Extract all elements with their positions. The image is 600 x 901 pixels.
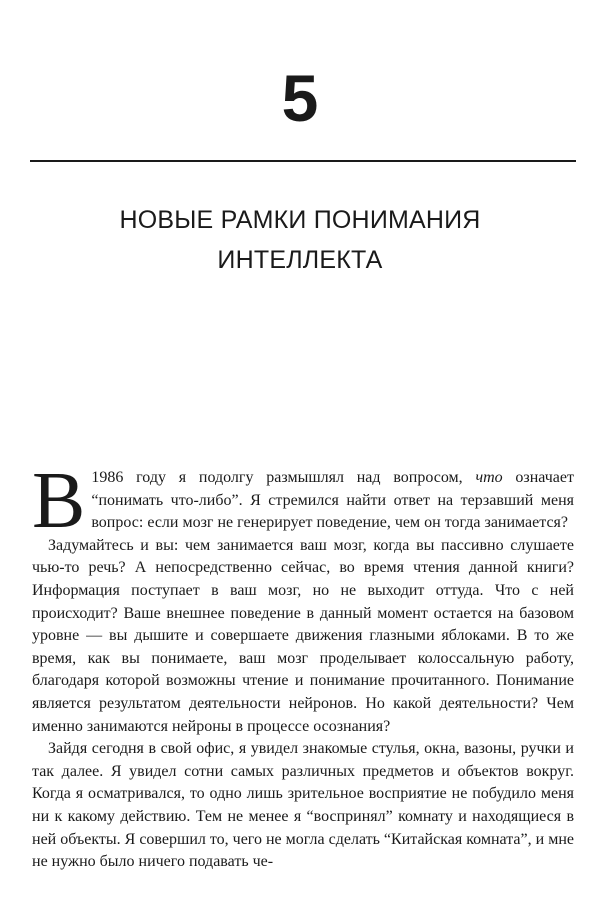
chapter-divider <box>30 160 576 162</box>
chapter-title <box>0 200 600 280</box>
paragraph-1-text-a: 1986 году я подолгу размышлял над вопросом, <box>91 469 476 486</box>
paragraph-2: Задумайтесь и вы: чем занимается ваш мозг, когда вы пассивно слушаете чью-то речь? А непосредственно сейчас, во время чтения данной книги? Информация поступает в ваш мозг, но не выходит оттуда. Что с ней происходит? Ваше внешнее поведение в данный момент остается на базовом уровне — вы дышите и совершаете движения глазными яблоками. В то же время, как вы понимаете, ваш мозг проделывает колоссальную работу, благодаря которой возможны чтение и понимание прочитанного. Понимание является результатом деятельности нейронов. Но какой деятельности? Чем именно занимаются нейроны в процессе осознания? <box>32 536 574 735</box>
chapter-title-line-2: ИНТЕЛЛЕКТА <box>217 246 383 274</box>
paragraph-3: Зайдя сегодня в свой офис, я увидел знакомые стулья, окна, вазоны, ручки и так далее. Я увидел сотни самых различных предметов и объектов вокруг. Когда я осматривался, то одно лишь зрительное восприятие не побудило меня ни к какому действию. Тем не менее я “воспринял” комнату и находящиеся в ней объекты. Я совершил то, чего не могла сделать “Китайская комната”, и мне не нужно было ничего подавать че- <box>32 740 574 871</box>
drop-cap: В <box>32 457 86 545</box>
paragraph-1 <box>32 457 574 545</box>
paragraph-1-text-b: означает “понимать что-либо”. Я стремился найти ответ на терзавший меня вопрос: если мозг не генерирует поведение, чем он тогда занимается? <box>91 469 574 532</box>
paragraph-1-emphasis: что <box>475 469 503 486</box>
chapter-title-line-1: НОВЫЕ РАМКИ ПОНИМАНИЯ <box>119 206 481 234</box>
chapter-number: 5 <box>281 61 319 135</box>
body-text <box>32 457 574 874</box>
